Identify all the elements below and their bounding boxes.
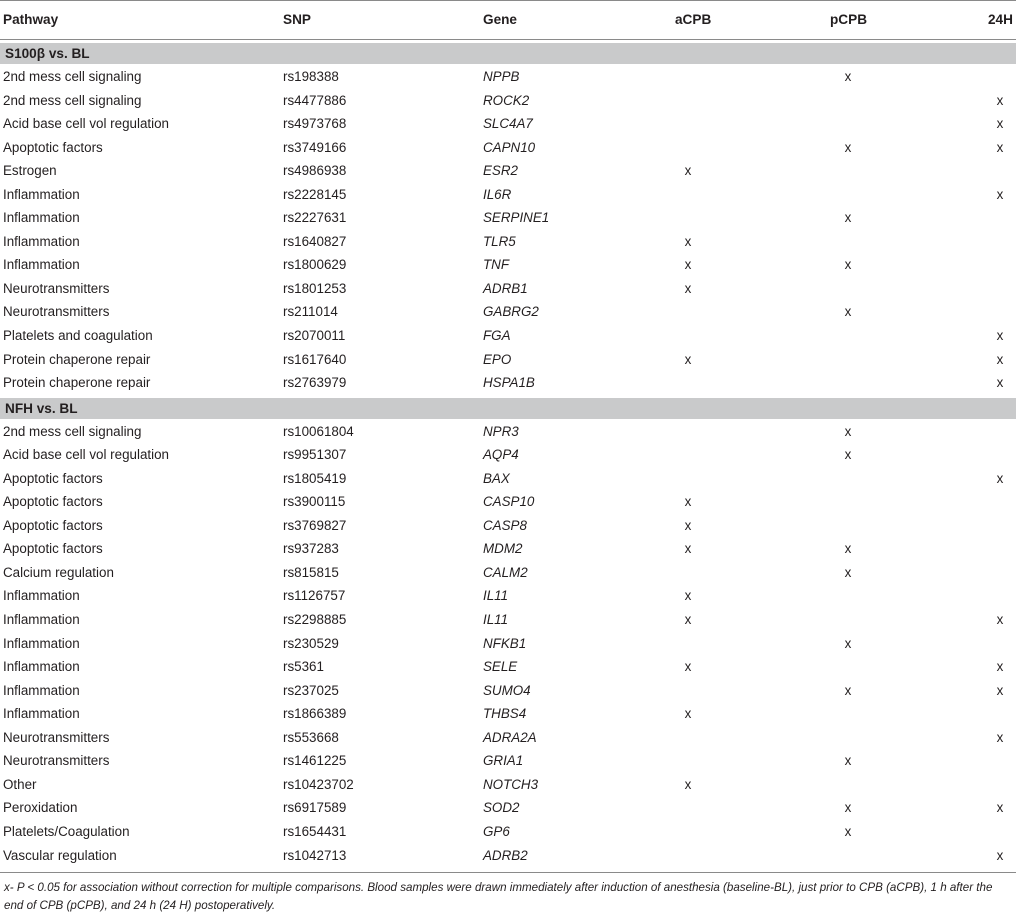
table-row bbox=[0, 844, 1016, 868]
h24-mark: x bbox=[996, 186, 1004, 202]
gene-cell: CAPN10 bbox=[483, 139, 536, 155]
snp-cell: rs1042713 bbox=[283, 847, 347, 863]
pathway-cell: Apoptotic factors bbox=[3, 470, 103, 486]
snp-cell: rs2763979 bbox=[283, 375, 347, 391]
snp-cell: rs2298885 bbox=[283, 612, 347, 628]
pcpb-mark: x bbox=[844, 753, 852, 769]
table-row bbox=[0, 655, 1016, 679]
gene-cell: ADRB2 bbox=[483, 847, 528, 863]
h24-mark: x bbox=[996, 612, 1004, 628]
snp-cell: rs2227631 bbox=[283, 210, 347, 226]
pathway-cell: Vascular regulation bbox=[3, 847, 117, 863]
pathway-cell: Neurotransmitters bbox=[3, 304, 110, 320]
header-pathway: Pathway bbox=[3, 12, 59, 27]
snp-cell: rs1654431 bbox=[283, 823, 347, 839]
snp-cell: rs3749166 bbox=[283, 139, 347, 155]
pathway-cell: Inflammation bbox=[3, 588, 80, 604]
section-header bbox=[0, 43, 1016, 64]
pathway-cell: 2nd mess cell signaling bbox=[3, 92, 142, 108]
table-row bbox=[0, 490, 1016, 514]
pcpb-mark: x bbox=[844, 304, 852, 320]
snp-cell: rs815815 bbox=[283, 564, 339, 580]
pathway-cell: Estrogen bbox=[3, 163, 57, 179]
acpb-mark: x bbox=[684, 257, 692, 273]
pathway-cell: 2nd mess cell signaling bbox=[3, 423, 142, 439]
gene-cell: GP6 bbox=[483, 823, 510, 839]
table-row bbox=[0, 443, 1016, 467]
pcpb-mark: x bbox=[844, 800, 852, 816]
header-24h: 24H bbox=[988, 12, 1013, 27]
h24-mark: x bbox=[996, 92, 1004, 108]
pcpb-mark: x bbox=[844, 447, 852, 463]
section-title: S100β vs. BL bbox=[5, 46, 90, 61]
gene-cell: ADRB1 bbox=[483, 280, 528, 296]
gene-cell: FGA bbox=[483, 328, 511, 344]
table-row bbox=[0, 796, 1016, 820]
table-row bbox=[0, 632, 1016, 656]
table-footnote: x- P < 0.05 for association without correction for multiple comparisons. Blood samples were drawn immediately after induction of anesthesia (baseline-BL), just prior to CPB (aCPB), 1 h after the end of CPB (pCPB), and 24 h (24 H) postoperatively. bbox=[4, 881, 993, 913]
gene-cell: THBS4 bbox=[483, 706, 527, 722]
gene-cell: AQP4 bbox=[483, 447, 519, 463]
pcpb-mark: x bbox=[844, 69, 852, 84]
table-row bbox=[0, 726, 1016, 750]
h24-mark: x bbox=[996, 847, 1004, 863]
gene-cell: GRIA1 bbox=[483, 753, 524, 769]
h24-mark: x bbox=[996, 116, 1004, 132]
snp-cell: rs2070011 bbox=[283, 328, 346, 344]
pcpb-mark: x bbox=[844, 423, 852, 439]
pathway-cell: Other bbox=[3, 776, 37, 792]
snp-cell: rs230529 bbox=[283, 635, 339, 651]
snp-cell: rs1461225 bbox=[283, 753, 347, 769]
pcpb-mark: x bbox=[844, 682, 852, 698]
gene-cell: TLR5 bbox=[483, 233, 516, 249]
table-row bbox=[0, 300, 1016, 324]
acpb-mark: x bbox=[684, 163, 692, 179]
table-row bbox=[0, 702, 1016, 726]
pathway-cell: 2nd mess cell signaling bbox=[3, 69, 142, 84]
table-row bbox=[0, 749, 1016, 773]
pathway-cell: Inflammation bbox=[3, 659, 80, 675]
table-row bbox=[0, 608, 1016, 632]
table-row bbox=[0, 277, 1016, 301]
header-gene: Gene bbox=[483, 12, 517, 27]
snp-cell: rs1866389 bbox=[283, 706, 347, 722]
section-header bbox=[0, 398, 1016, 419]
header-acpb: aCPB bbox=[675, 12, 712, 27]
table-row bbox=[0, 420, 1016, 444]
table-row bbox=[0, 773, 1016, 797]
h24-mark: x bbox=[996, 351, 1004, 367]
snp-cell: rs198388 bbox=[283, 69, 339, 84]
pathway-cell: Inflammation bbox=[3, 210, 80, 226]
table-row bbox=[0, 537, 1016, 561]
acpb-mark: x bbox=[684, 494, 692, 510]
gene-cell: CASP10 bbox=[483, 494, 535, 510]
pathway-cell: Calcium regulation bbox=[3, 564, 114, 580]
gene-cell: NFKB1 bbox=[483, 635, 527, 651]
pathway-cell: Apoptotic factors bbox=[3, 139, 103, 155]
gene-cell: IL11 bbox=[483, 588, 509, 604]
table-row bbox=[0, 112, 1016, 136]
pcpb-mark: x bbox=[844, 139, 852, 155]
acpb-mark: x bbox=[684, 517, 692, 533]
pcpb-mark: x bbox=[844, 823, 852, 839]
gene-cell: MDM2 bbox=[483, 541, 523, 557]
table-row bbox=[0, 183, 1016, 207]
table-row bbox=[0, 65, 1016, 89]
table-row bbox=[0, 253, 1016, 277]
snp-cell: rs2228145 bbox=[283, 186, 347, 202]
snp-cell: rs9951307 bbox=[283, 447, 347, 463]
snp-cell: rs211014 bbox=[283, 304, 338, 320]
pathway-cell: Inflammation bbox=[3, 635, 80, 651]
snp-cell: rs3769827 bbox=[283, 517, 347, 533]
pathway-cell: Inflammation bbox=[3, 257, 80, 273]
pathway-cell: Neurotransmitters bbox=[3, 753, 110, 769]
pcpb-mark: x bbox=[844, 564, 852, 580]
gene-cell: NPR3 bbox=[483, 423, 519, 439]
pcpb-mark: x bbox=[844, 257, 852, 273]
pcpb-mark: x bbox=[844, 635, 852, 651]
pathway-cell: Neurotransmitters bbox=[3, 280, 110, 296]
table-row bbox=[0, 206, 1016, 230]
pathway-cell: Inflammation bbox=[3, 682, 80, 698]
table-row bbox=[0, 136, 1016, 160]
snp-cell: rs1801253 bbox=[283, 280, 347, 296]
table-row bbox=[0, 584, 1016, 608]
pathway-cell: Neurotransmitters bbox=[3, 729, 110, 745]
snp-cell: rs10061804 bbox=[283, 423, 354, 439]
pathway-cell: Apoptotic factors bbox=[3, 517, 103, 533]
h24-mark: x bbox=[996, 729, 1004, 745]
snp-cell: rs5361 bbox=[283, 659, 324, 675]
gene-cell: IL6R bbox=[483, 186, 512, 202]
acpb-mark: x bbox=[684, 776, 692, 792]
table-row bbox=[0, 324, 1016, 348]
snp-cell: rs3900115 bbox=[283, 494, 346, 510]
snp-cell: rs4477886 bbox=[283, 92, 347, 108]
pathway-cell: Acid base cell vol regulation bbox=[3, 116, 169, 132]
pathway-cell: Protein chaperone repair bbox=[3, 351, 151, 367]
acpb-mark: x bbox=[684, 706, 692, 722]
table-row bbox=[0, 820, 1016, 844]
snp-cell: rs1640827 bbox=[283, 233, 347, 249]
table-row bbox=[0, 371, 1016, 395]
gene-cell: IL11 bbox=[483, 612, 509, 628]
gene-cell: SERPINE1 bbox=[483, 210, 550, 226]
table-row bbox=[0, 89, 1016, 113]
acpb-mark: x bbox=[684, 659, 692, 675]
pathway-cell: Peroxidation bbox=[3, 800, 78, 816]
gene-cell: NOTCH3 bbox=[483, 776, 539, 792]
table-row bbox=[0, 467, 1016, 491]
section-title: NFH vs. BL bbox=[5, 400, 78, 416]
snp-cell: rs937283 bbox=[283, 541, 339, 557]
table-row bbox=[0, 159, 1016, 183]
pathway-cell: Acid base cell vol regulation bbox=[3, 447, 169, 463]
table-row bbox=[0, 679, 1016, 703]
gene-cell: TNF bbox=[483, 257, 510, 273]
pcpb-mark: x bbox=[844, 541, 852, 557]
snp-cell: rs4973768 bbox=[283, 116, 347, 132]
h24-mark: x bbox=[996, 375, 1004, 391]
gene-cell: ESR2 bbox=[483, 163, 518, 179]
snp-cell: rs6917589 bbox=[283, 800, 347, 816]
snp-cell: rs1800629 bbox=[283, 257, 347, 273]
gene-cell: SLC4A7 bbox=[483, 116, 533, 132]
acpb-mark: x bbox=[684, 233, 692, 249]
pathway-cell: Inflammation bbox=[3, 233, 80, 249]
pcpb-mark: x bbox=[844, 210, 852, 226]
gene-cell: GABRG2 bbox=[483, 304, 539, 320]
h24-mark: x bbox=[996, 800, 1004, 816]
gene-cell: CASP8 bbox=[483, 517, 527, 533]
pathway-cell: Apoptotic factors bbox=[3, 541, 103, 557]
gene-cell: HSPA1B bbox=[483, 375, 535, 391]
snp-cell: rs10423702 bbox=[283, 776, 354, 792]
gene-cell: CALM2 bbox=[483, 564, 528, 580]
gene-cell: SELE bbox=[483, 659, 518, 675]
gene-cell: SOD2 bbox=[483, 800, 520, 816]
snp-cell: rs1126757 bbox=[283, 588, 346, 604]
table-row bbox=[0, 348, 1016, 372]
header-pcpb: pCPB bbox=[830, 12, 868, 27]
gene-cell: SUMO4 bbox=[483, 682, 531, 698]
h24-mark: x bbox=[996, 659, 1004, 675]
gene-cell: ROCK2 bbox=[483, 92, 530, 108]
snp-cell: rs1617640 bbox=[283, 351, 347, 367]
snp-cell: rs4986938 bbox=[283, 163, 347, 179]
pathway-cell: Platelets/Coagulation bbox=[3, 823, 130, 839]
acpb-mark: x bbox=[684, 588, 692, 604]
acpb-mark: x bbox=[684, 541, 692, 557]
table-row bbox=[0, 230, 1016, 254]
pathway-cell: Protein chaperone repair bbox=[3, 375, 151, 391]
snp-cell: rs553668 bbox=[283, 729, 339, 745]
table-body bbox=[0, 43, 1016, 867]
pathway-cell: Platelets and coagulation bbox=[3, 328, 153, 344]
acpb-mark: x bbox=[684, 280, 692, 296]
h24-mark: x bbox=[996, 682, 1004, 698]
header-snp: SNP bbox=[283, 12, 311, 27]
h24-mark: x bbox=[996, 328, 1004, 344]
pathway-cell: Inflammation bbox=[3, 612, 80, 628]
table-row bbox=[0, 514, 1016, 538]
acpb-mark: x bbox=[684, 351, 692, 367]
gene-cell: ADRA2A bbox=[483, 729, 537, 745]
acpb-mark: x bbox=[684, 612, 692, 628]
table-header-row bbox=[0, 0, 1016, 40]
pathway-cell: Inflammation bbox=[3, 706, 80, 722]
pathway-cell: Apoptotic factors bbox=[3, 494, 103, 510]
gene-cell: EPO bbox=[483, 351, 512, 367]
gene-cell: NPPB bbox=[483, 69, 520, 84]
snp-cell: rs237025 bbox=[283, 682, 339, 698]
table-row bbox=[0, 561, 1016, 585]
h24-mark: x bbox=[996, 470, 1004, 486]
h24-mark: x bbox=[996, 139, 1004, 155]
gene-cell: BAX bbox=[483, 470, 510, 486]
pathway-cell: Inflammation bbox=[3, 186, 80, 202]
snp-cell: rs1805419 bbox=[283, 470, 347, 486]
